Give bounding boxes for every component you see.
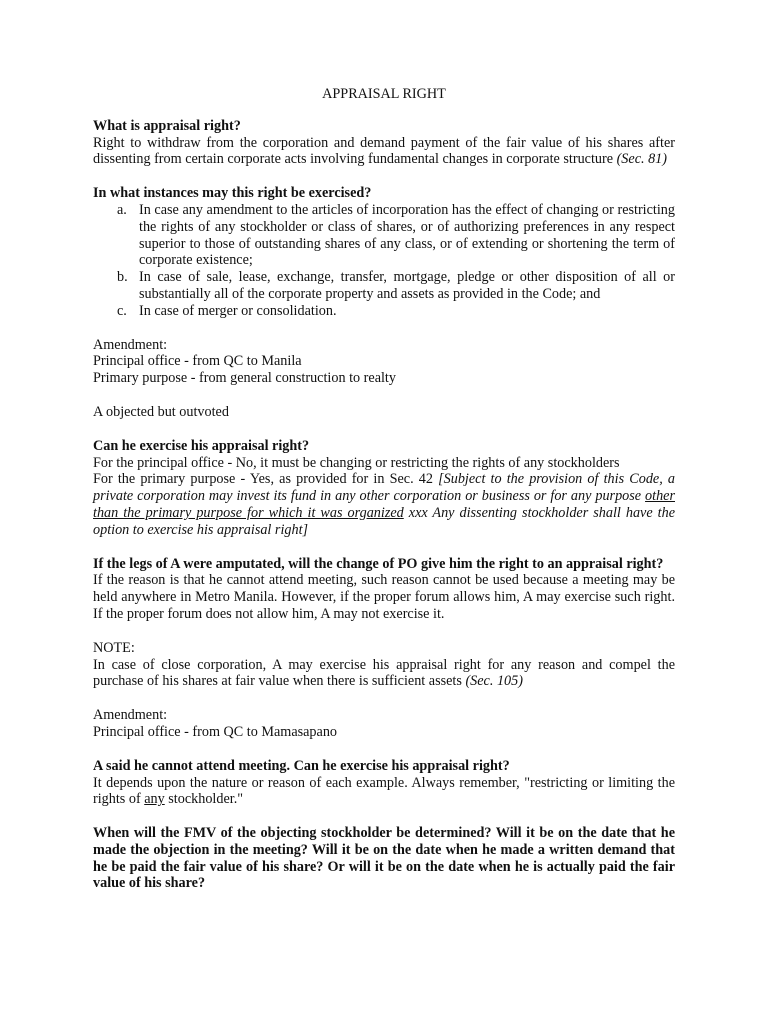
objection-note: A objected but outvoted (93, 403, 229, 420)
amendment-principal-office: Principal office - from QC to Manila (93, 353, 302, 370)
answer-primary-purpose-text: For the primary purpose - Yes, as provided for in Sec. 42 (93, 471, 439, 488)
list-item-text: In case of merger or consolidation. (139, 302, 337, 319)
list-marker: b. (117, 269, 128, 286)
amendment-heading-2: Amendment: (93, 707, 168, 724)
sec-42-quote-start: [Subject to the provision of this Code, a private corporation may invest its fund in any other corporation or business or for any purpose (93, 471, 675, 505)
answer-definition-text: Right to withdraw from the corporation and demand payment of the fair value of his shares after dissenting from certain corporate acts involving fundamental changes in corporate structure (93, 134, 675, 168)
citation-sec-105: (Sec. 105) (465, 673, 523, 690)
list-item-text: In case any amendment to the articles of incorporation has the effect of changing or restricting the rights of any stockholder or class of shares, or of authorizing preferences in any respect superior to those of outstanding shares of any class, or of extending or shortening the term of corporate existence; (139, 201, 675, 269)
answer-cannot-attend-end: stockholder." (164, 791, 244, 808)
instances-list (93, 202, 675, 320)
note-close-corporation (93, 657, 675, 691)
question-fmv-date: When will the FMV of the objecting stockholder be determined? Will it be on the date that he made the objection in the meeting? Will it be on the date when he made a written demand that he be paid the fair value of his share? Or will it be on the date when he is actually paid the fair value of his share? (93, 825, 675, 892)
list-item (93, 303, 675, 320)
sec-42-underlined: other than the primary purpose for which it was organized (93, 488, 675, 521)
page-title: APPRAISAL RIGHT (322, 86, 446, 102)
amendment-heading: Amendment: (93, 336, 168, 353)
list-marker: a. (117, 201, 127, 218)
answer-cannot-attend-text: It depends upon the nature or reason of each example. Always remember, "restricting or limiting the rights of (93, 774, 675, 808)
answer-legs-amputated: If the reason is that he cannot attend meeting, such reason cannot be used because a meeting may be held anywhere in Metro Manila. However, if the proper forum allows him, A may exercise such right. If the proper forum does not allow him, A may not exercise it. (93, 572, 675, 622)
question-cannot-attend: A said he cannot attend meeting. Can he exercise his appraisal right? (93, 757, 510, 774)
note-close-corporation-text: In case of close corporation, A may exercise his appraisal right for any reason and compel the purchase of his shares at fair value when there is sufficient assets (93, 656, 675, 690)
question-instances: In what instances may this right be exercised? (93, 185, 372, 202)
list-item (93, 269, 675, 303)
list-item (93, 202, 675, 269)
question-can-he-exercise: Can he exercise his appraisal right? (93, 437, 310, 454)
amendment-primary-purpose: Primary purpose - from general construction to realty (93, 370, 396, 387)
underlined-any: any (144, 791, 165, 808)
list-marker: c. (117, 302, 127, 319)
question-what-is-appraisal-right: What is appraisal right? (93, 117, 241, 134)
list-item-text: In case of sale, lease, exchange, transfer, mortgage, pledge or other disposition of all or substantially all of the corporate property and assets as provided in the Code; and (139, 269, 675, 302)
note-heading: NOTE: (93, 639, 135, 656)
answer-primary-purpose (93, 471, 675, 538)
sec-42-quote-end: xxx Any dissenting stockholder shall have the option to exercise his appraisal right] (93, 504, 675, 538)
amendment-principal-office-2: Principal office - from QC to Mamasapano (93, 723, 338, 740)
answer-principal-office: For the principal office - No, it must be changing or restricting the rights of any stockholders (93, 454, 620, 471)
document-body (93, 86, 675, 892)
answer-definition (93, 135, 675, 169)
answer-cannot-attend (93, 775, 675, 809)
question-legs-amputated: If the legs of A were amputated, will the change of PO give him the right to an appraisal right? (93, 555, 664, 572)
citation-sec-81: (Sec. 81) (616, 151, 667, 168)
